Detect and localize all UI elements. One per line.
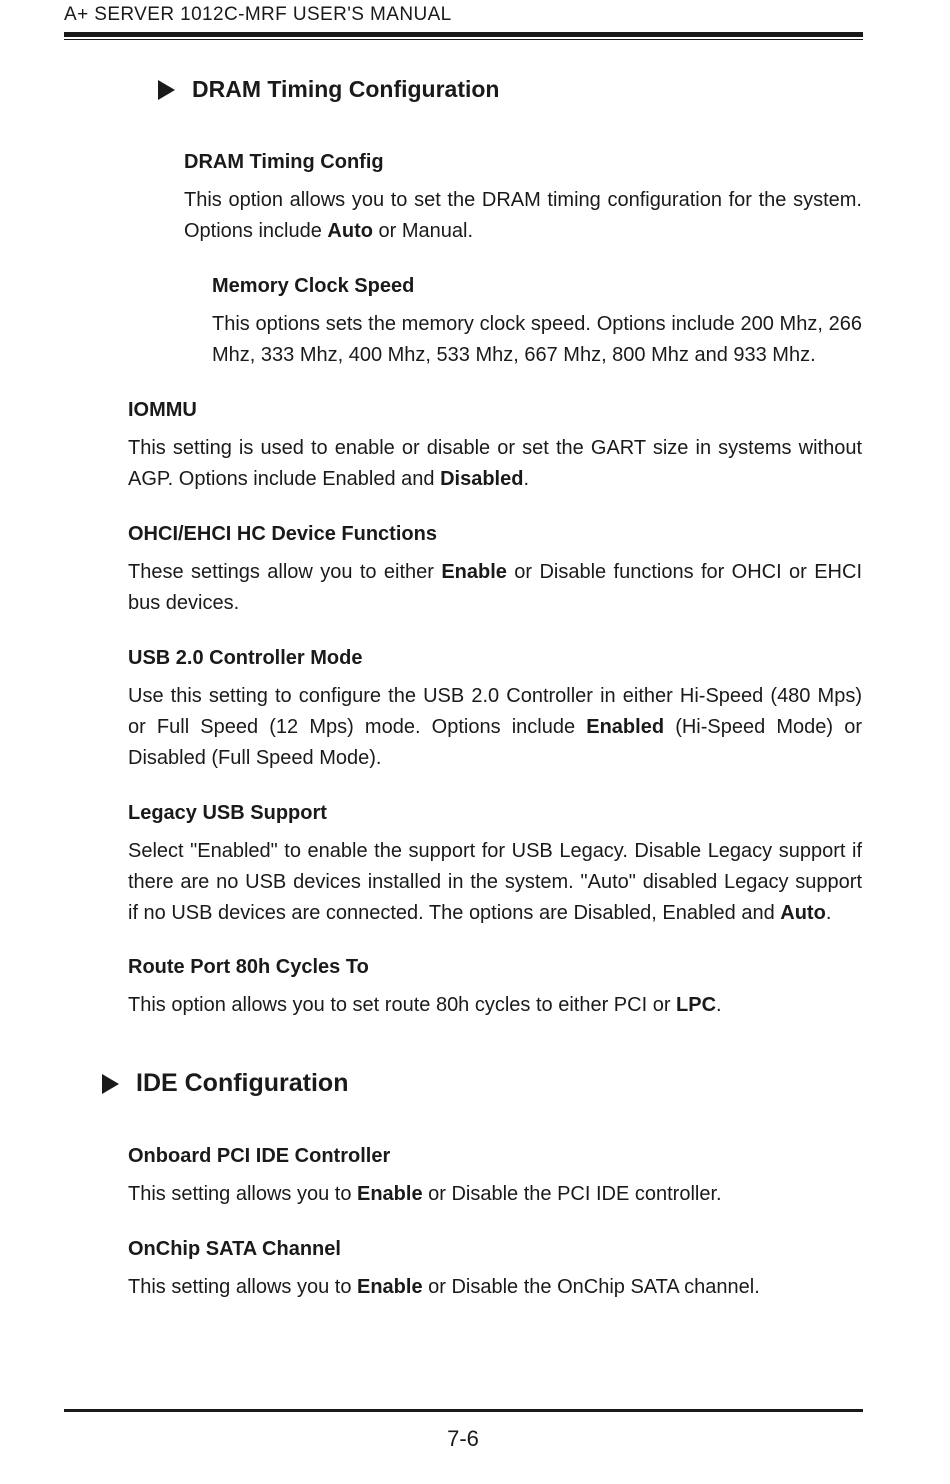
section-title-text: IDE Configuration xyxy=(136,1069,349,1097)
item-description: This option allows you to set the DRAM timing configuration for the system. Options include Auto or Manual. xyxy=(184,189,862,242)
item-description: This options sets the memory clock speed. Options include 200 Mhz, 266 Mhz, 333 Mhz, 400 Mhz, 533 Mhz, 667 Mhz, 800 Mhz and 933 Mhz. xyxy=(212,313,862,366)
item-heading: Route Port 80h Cycles To xyxy=(128,956,369,978)
item-dram-timing-config xyxy=(184,150,862,247)
item-heading: OHCI/EHCI HC Device Functions xyxy=(128,523,437,545)
item-heading: OnChip SATA Channel xyxy=(128,1238,341,1260)
item-heading: IOMMU xyxy=(128,399,197,421)
item-memory-clock-speed xyxy=(212,274,862,371)
item-onboard-pci-ide xyxy=(128,1144,862,1210)
triangle-bullet-icon xyxy=(102,1074,119,1094)
item-description: This setting is used to enable or disable or set the GART size in systems without AGP. Options include Enabled and Disabled. xyxy=(128,437,862,490)
section-title-text: DRAM Timing Configuration xyxy=(192,76,500,102)
section-title-dram xyxy=(158,76,499,103)
item-heading: Memory Clock Speed xyxy=(212,275,415,297)
item-heading: DRAM Timing Config xyxy=(184,151,384,173)
item-usb20-controller-mode xyxy=(128,646,862,774)
triangle-bullet-icon xyxy=(158,80,175,100)
running-header: A+ SERVER 1012C-MRF USER'S MANUAL xyxy=(64,4,452,25)
item-route-port-80h xyxy=(128,955,862,1021)
header-rule-thick xyxy=(64,32,863,37)
item-description: These settings allow you to either Enable or Disable functions for OHCI or EHCI bus devices. xyxy=(128,561,862,614)
item-description: Select "Enabled" to enable the support for USB Legacy. Disable Legacy support if there are no USB devices installed in the system. "Auto" disabled Legacy support if no USB devices are connected. The options are Disabled, Enabled and Auto. xyxy=(128,840,862,924)
item-heading: USB 2.0 Controller Mode xyxy=(128,647,363,669)
header-rule-thin xyxy=(64,39,863,40)
item-heading: Onboard PCI IDE Controller xyxy=(128,1145,391,1167)
footer-rule xyxy=(64,1409,863,1412)
item-onchip-sata xyxy=(128,1237,862,1303)
section-title-ide xyxy=(102,1069,348,1098)
item-description: This setting allows you to Enable or Disable the OnChip SATA channel. xyxy=(128,1276,760,1298)
item-legacy-usb-support xyxy=(128,801,862,929)
item-heading: Legacy USB Support xyxy=(128,802,327,824)
item-description: This option allows you to set route 80h cycles to either PCI or LPC. xyxy=(128,994,722,1016)
page-number: 7-6 xyxy=(447,1426,479,1451)
item-description: This setting allows you to Enable or Disable the PCI IDE controller. xyxy=(128,1183,722,1205)
item-ohci-ehci xyxy=(128,522,862,619)
item-description: Use this setting to configure the USB 2.0 Controller in either Hi-Speed (480 Mps) or Full Speed (12 Mps) mode. Options include Enabled (Hi-Speed Mode) or Disabled (Full Speed Mode). xyxy=(128,685,862,769)
item-iommu xyxy=(128,398,862,495)
